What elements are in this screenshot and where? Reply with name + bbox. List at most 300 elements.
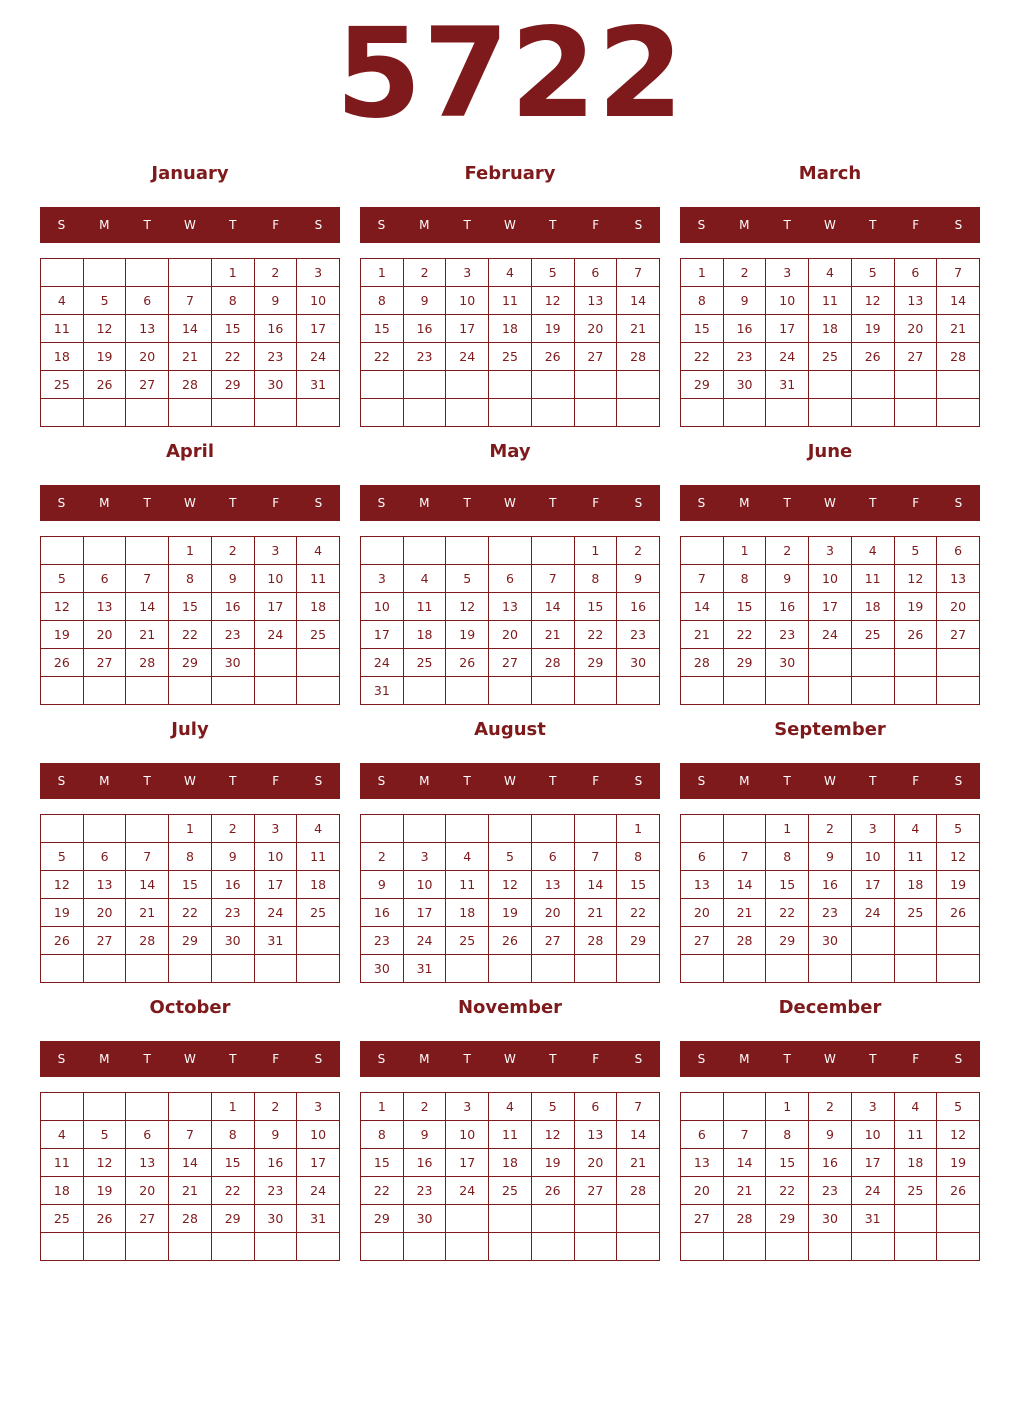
- day-cell: 16: [809, 1149, 852, 1177]
- day-cell: 31: [254, 927, 297, 955]
- day-cell: 31: [851, 1205, 894, 1233]
- day-cell: 14: [723, 1149, 766, 1177]
- week-row: [41, 1093, 340, 1121]
- day-cell: 25: [403, 649, 446, 677]
- day-cell: 14: [126, 871, 169, 899]
- day-cell: 7: [617, 1093, 660, 1121]
- week-row: [41, 1233, 340, 1261]
- empty-day-cell: [254, 955, 297, 983]
- day-cell: 24: [766, 343, 809, 371]
- day-cell: 9: [254, 1121, 297, 1149]
- empty-day-cell: [894, 371, 937, 399]
- month-name: July: [171, 719, 209, 740]
- empty-day-cell: [531, 1205, 574, 1233]
- day-cell: 31: [766, 371, 809, 399]
- day-cell: 3: [254, 537, 297, 565]
- day-cell: 23: [723, 343, 766, 371]
- day-cell: 5: [41, 843, 84, 871]
- day-cell: 13: [574, 287, 617, 315]
- day-cell: 22: [681, 343, 724, 371]
- day-cell: 19: [489, 899, 532, 927]
- week-row: [361, 1121, 660, 1149]
- day-cell: 19: [41, 621, 84, 649]
- day-cell: 15: [723, 593, 766, 621]
- empty-day-cell: [211, 399, 254, 427]
- day-cell: 25: [297, 899, 340, 927]
- day-grid: [360, 1092, 660, 1261]
- week-row: [41, 315, 340, 343]
- weekday-label: T: [869, 1052, 877, 1066]
- empty-day-cell: [446, 399, 489, 427]
- week-row: [361, 815, 660, 843]
- weekday-label: S: [314, 218, 323, 232]
- day-cell: 30: [617, 649, 660, 677]
- day-cell: 24: [254, 899, 297, 927]
- day-cell: 31: [361, 677, 404, 705]
- day-cell: 4: [403, 565, 446, 593]
- weekday-label: S: [57, 218, 66, 232]
- week-row: [361, 1149, 660, 1177]
- weekday-label: W: [504, 218, 516, 232]
- weekday-label: T: [869, 218, 877, 232]
- day-cell: 23: [254, 343, 297, 371]
- empty-day-cell: [83, 537, 126, 565]
- day-cell: 27: [126, 371, 169, 399]
- day-cell: 21: [617, 1149, 660, 1177]
- week-row: [361, 259, 660, 287]
- empty-day-cell: [169, 1233, 212, 1261]
- day-cell: 4: [41, 1121, 84, 1149]
- day-cell: 22: [766, 899, 809, 927]
- day-cell: 29: [617, 927, 660, 955]
- week-row: [681, 815, 980, 843]
- day-cell: 22: [169, 899, 212, 927]
- day-cell: 1: [574, 537, 617, 565]
- day-cell: 14: [681, 593, 724, 621]
- day-cell: 16: [211, 871, 254, 899]
- day-cell: 1: [681, 259, 724, 287]
- day-cell: 9: [766, 565, 809, 593]
- day-cell: 17: [766, 315, 809, 343]
- empty-day-cell: [169, 399, 212, 427]
- weekday-header: [360, 1041, 660, 1077]
- day-cell: 1: [169, 537, 212, 565]
- weekday-label: S: [697, 1052, 706, 1066]
- day-cell: 29: [766, 927, 809, 955]
- day-cell: 12: [83, 315, 126, 343]
- empty-day-cell: [809, 649, 852, 677]
- day-cell: 17: [403, 899, 446, 927]
- week-row: [361, 1093, 660, 1121]
- day-cell: 16: [617, 593, 660, 621]
- month-name: October: [149, 997, 231, 1018]
- empty-day-cell: [126, 1233, 169, 1261]
- day-cell: 17: [297, 315, 340, 343]
- empty-day-cell: [723, 399, 766, 427]
- empty-day-cell: [489, 955, 532, 983]
- day-cell: 19: [937, 1149, 980, 1177]
- day-cell: 11: [489, 287, 532, 315]
- empty-day-cell: [403, 677, 446, 705]
- weekday-label: T: [463, 218, 471, 232]
- week-row: [681, 1149, 980, 1177]
- day-cell: 5: [851, 259, 894, 287]
- day-cell: 15: [361, 315, 404, 343]
- day-cell: 24: [297, 343, 340, 371]
- day-cell: 12: [531, 1121, 574, 1149]
- day-cell: 19: [937, 871, 980, 899]
- week-row: [41, 1205, 340, 1233]
- day-cell: 27: [83, 649, 126, 677]
- empty-day-cell: [361, 1233, 404, 1261]
- day-cell: 16: [809, 871, 852, 899]
- day-cell: 18: [297, 593, 340, 621]
- day-cell: 3: [361, 565, 404, 593]
- weekday-label: F: [912, 496, 920, 510]
- day-cell: 27: [937, 621, 980, 649]
- year-title: 5722: [335, 2, 685, 146]
- month-calendar-june: [680, 436, 980, 714]
- day-cell: 10: [254, 843, 297, 871]
- day-cell: 25: [446, 927, 489, 955]
- weekday-label: T: [143, 496, 151, 510]
- day-cell: 23: [211, 621, 254, 649]
- day-cell: 22: [361, 343, 404, 371]
- week-row: [361, 399, 660, 427]
- day-cell: 3: [851, 815, 894, 843]
- day-cell: 25: [851, 621, 894, 649]
- day-cell: 14: [937, 287, 980, 315]
- day-cell: 3: [297, 1093, 340, 1121]
- day-cell: 2: [361, 843, 404, 871]
- day-cell: 12: [446, 593, 489, 621]
- weekday-header: [40, 485, 340, 521]
- empty-day-cell: [531, 955, 574, 983]
- weekday-label: F: [592, 774, 600, 788]
- day-cell: 18: [297, 871, 340, 899]
- week-row: [681, 1233, 980, 1261]
- empty-day-cell: [851, 927, 894, 955]
- day-cell: 1: [211, 259, 254, 287]
- day-cell: 4: [851, 537, 894, 565]
- day-cell: 23: [766, 621, 809, 649]
- week-row: [361, 871, 660, 899]
- empty-day-cell: [489, 537, 532, 565]
- day-cell: 2: [403, 259, 446, 287]
- weekday-label: T: [463, 1052, 471, 1066]
- weekday-label: S: [634, 218, 643, 232]
- empty-day-cell: [254, 399, 297, 427]
- day-cell: 10: [403, 871, 446, 899]
- day-cell: 21: [126, 899, 169, 927]
- weekday-label: W: [824, 496, 836, 510]
- day-cell: 18: [851, 593, 894, 621]
- day-cell: 22: [723, 621, 766, 649]
- weekday-label: T: [869, 496, 877, 510]
- weekday-label: F: [592, 218, 600, 232]
- empty-day-cell: [531, 815, 574, 843]
- day-cell: 1: [211, 1093, 254, 1121]
- weekday-label: W: [824, 1052, 836, 1066]
- empty-day-cell: [681, 1093, 724, 1121]
- day-cell: 29: [361, 1205, 404, 1233]
- day-cell: 8: [574, 565, 617, 593]
- day-cell: 12: [937, 843, 980, 871]
- weekday-label: M: [99, 1052, 110, 1066]
- weekday-label: T: [549, 218, 557, 232]
- empty-day-cell: [617, 955, 660, 983]
- day-cell: 16: [723, 315, 766, 343]
- day-cell: 19: [894, 593, 937, 621]
- day-grid: [680, 814, 980, 983]
- empty-day-cell: [766, 399, 809, 427]
- day-cell: 16: [403, 315, 446, 343]
- weekday-header: [360, 485, 660, 521]
- month-name: April: [165, 441, 215, 462]
- day-cell: 28: [126, 649, 169, 677]
- empty-day-cell: [169, 1093, 212, 1121]
- weekday-label: S: [314, 496, 323, 510]
- day-cell: 28: [723, 927, 766, 955]
- day-cell: 23: [361, 927, 404, 955]
- empty-day-cell: [446, 955, 489, 983]
- day-cell: 30: [723, 371, 766, 399]
- day-cell: 23: [403, 1177, 446, 1205]
- empty-day-cell: [937, 1233, 980, 1261]
- day-cell: 28: [169, 1205, 212, 1233]
- day-cell: 30: [766, 649, 809, 677]
- weekday-label: M: [739, 774, 750, 788]
- day-cell: 28: [617, 343, 660, 371]
- weekday-label: F: [912, 1052, 920, 1066]
- week-row: [681, 621, 980, 649]
- month-name: March: [798, 163, 862, 184]
- empty-day-cell: [361, 815, 404, 843]
- day-cell: 6: [681, 1121, 724, 1149]
- empty-day-cell: [851, 955, 894, 983]
- empty-day-cell: [937, 677, 980, 705]
- day-cell: 13: [83, 593, 126, 621]
- day-cell: 20: [574, 315, 617, 343]
- day-cell: 6: [894, 259, 937, 287]
- day-cell: 7: [169, 287, 212, 315]
- day-cell: 15: [211, 1149, 254, 1177]
- week-row: [681, 593, 980, 621]
- day-cell: 25: [894, 1177, 937, 1205]
- day-cell: 2: [766, 537, 809, 565]
- day-cell: 4: [41, 287, 84, 315]
- day-cell: 10: [361, 593, 404, 621]
- empty-day-cell: [489, 371, 532, 399]
- weekday-label: S: [377, 496, 386, 510]
- week-row: [361, 287, 660, 315]
- weekday-label: M: [739, 218, 750, 232]
- weekday-label: S: [57, 1052, 66, 1066]
- weekday-label: F: [272, 496, 280, 510]
- weekday-label: W: [504, 496, 516, 510]
- weekday-label: M: [739, 1052, 750, 1066]
- day-cell: 13: [531, 871, 574, 899]
- day-cell: 23: [809, 1177, 852, 1205]
- weekday-label: S: [954, 496, 963, 510]
- day-cell: 23: [809, 899, 852, 927]
- empty-day-cell: [937, 1205, 980, 1233]
- day-cell: 7: [617, 259, 660, 287]
- day-cell: 15: [574, 593, 617, 621]
- week-row: [681, 1121, 980, 1149]
- day-cell: 15: [169, 593, 212, 621]
- day-cell: 8: [766, 1121, 809, 1149]
- day-cell: 30: [211, 649, 254, 677]
- weekday-header: [680, 763, 980, 799]
- week-row: [361, 677, 660, 705]
- day-cell: 3: [766, 259, 809, 287]
- day-cell: 9: [254, 287, 297, 315]
- day-cell: 11: [894, 1121, 937, 1149]
- empty-day-cell: [531, 1233, 574, 1261]
- day-cell: 22: [211, 343, 254, 371]
- day-cell: 17: [297, 1149, 340, 1177]
- day-cell: 24: [446, 343, 489, 371]
- week-row: [361, 927, 660, 955]
- day-grid: [360, 258, 660, 427]
- day-cell: 8: [766, 843, 809, 871]
- weekday-label: F: [272, 1052, 280, 1066]
- month-name: August: [474, 719, 546, 740]
- day-cell: 7: [723, 843, 766, 871]
- day-cell: 13: [681, 1149, 724, 1177]
- empty-day-cell: [126, 399, 169, 427]
- month-name: February: [464, 163, 556, 184]
- empty-day-cell: [169, 677, 212, 705]
- empty-day-cell: [894, 1205, 937, 1233]
- weekday-label: S: [57, 774, 66, 788]
- day-cell: 2: [211, 815, 254, 843]
- empty-day-cell: [531, 371, 574, 399]
- empty-day-cell: [681, 815, 724, 843]
- empty-day-cell: [169, 259, 212, 287]
- day-cell: 14: [169, 1149, 212, 1177]
- empty-day-cell: [361, 371, 404, 399]
- month-calendar-february: [360, 158, 660, 436]
- weekday-label: T: [549, 496, 557, 510]
- day-cell: 29: [574, 649, 617, 677]
- empty-day-cell: [723, 955, 766, 983]
- day-cell: 28: [531, 649, 574, 677]
- empty-day-cell: [574, 1233, 617, 1261]
- week-row: [41, 399, 340, 427]
- day-cell: 27: [574, 343, 617, 371]
- day-cell: 23: [617, 621, 660, 649]
- day-cell: 21: [169, 343, 212, 371]
- empty-day-cell: [361, 537, 404, 565]
- day-cell: 26: [489, 927, 532, 955]
- weekday-label: S: [697, 218, 706, 232]
- empty-day-cell: [489, 1233, 532, 1261]
- day-cell: 20: [83, 621, 126, 649]
- week-row: [41, 259, 340, 287]
- weekday-label: S: [954, 774, 963, 788]
- weekday-label: T: [869, 774, 877, 788]
- empty-day-cell: [937, 927, 980, 955]
- week-row: [41, 677, 340, 705]
- empty-day-cell: [83, 399, 126, 427]
- day-cell: 4: [446, 843, 489, 871]
- day-cell: 11: [446, 871, 489, 899]
- week-row: [361, 899, 660, 927]
- empty-day-cell: [681, 1233, 724, 1261]
- day-cell: 15: [211, 315, 254, 343]
- day-cell: 18: [894, 871, 937, 899]
- day-cell: 9: [361, 871, 404, 899]
- day-cell: 30: [809, 927, 852, 955]
- day-cell: 26: [41, 927, 84, 955]
- empty-day-cell: [297, 399, 340, 427]
- empty-day-cell: [681, 537, 724, 565]
- day-cell: 14: [169, 315, 212, 343]
- weekday-label: F: [272, 774, 280, 788]
- day-cell: 28: [681, 649, 724, 677]
- day-cell: 11: [403, 593, 446, 621]
- empty-day-cell: [617, 399, 660, 427]
- day-cell: 27: [489, 649, 532, 677]
- day-cell: 21: [617, 315, 660, 343]
- day-cell: 1: [361, 259, 404, 287]
- day-cell: 9: [403, 287, 446, 315]
- day-cell: 9: [723, 287, 766, 315]
- day-cell: 6: [83, 565, 126, 593]
- day-grid: [40, 1092, 340, 1261]
- empty-day-cell: [446, 1205, 489, 1233]
- week-row: [41, 343, 340, 371]
- day-cell: 26: [851, 343, 894, 371]
- month-calendar-april: [40, 436, 340, 714]
- week-row: [681, 843, 980, 871]
- empty-day-cell: [83, 259, 126, 287]
- weekday-header: [360, 207, 660, 243]
- empty-day-cell: [574, 399, 617, 427]
- weekday-label: S: [954, 1052, 963, 1066]
- empty-day-cell: [83, 1093, 126, 1121]
- day-cell: 6: [126, 287, 169, 315]
- empty-day-cell: [41, 955, 84, 983]
- day-cell: 8: [169, 565, 212, 593]
- weekday-label: W: [504, 774, 516, 788]
- day-cell: 11: [894, 843, 937, 871]
- week-row: [681, 871, 980, 899]
- day-cell: 1: [617, 815, 660, 843]
- day-cell: 14: [531, 593, 574, 621]
- day-cell: 29: [766, 1205, 809, 1233]
- day-cell: 10: [254, 565, 297, 593]
- month-name: June: [807, 441, 853, 462]
- day-grid: [40, 814, 340, 983]
- month-calendar-march: [680, 158, 980, 436]
- weekday-label: F: [592, 496, 600, 510]
- day-cell: 20: [937, 593, 980, 621]
- day-cell: 21: [723, 1177, 766, 1205]
- empty-day-cell: [403, 537, 446, 565]
- empty-day-cell: [126, 259, 169, 287]
- day-cell: 14: [126, 593, 169, 621]
- day-cell: 12: [489, 871, 532, 899]
- day-cell: 2: [403, 1093, 446, 1121]
- empty-day-cell: [126, 677, 169, 705]
- day-cell: 22: [361, 1177, 404, 1205]
- week-row: [361, 565, 660, 593]
- day-cell: 4: [297, 537, 340, 565]
- week-row: [681, 537, 980, 565]
